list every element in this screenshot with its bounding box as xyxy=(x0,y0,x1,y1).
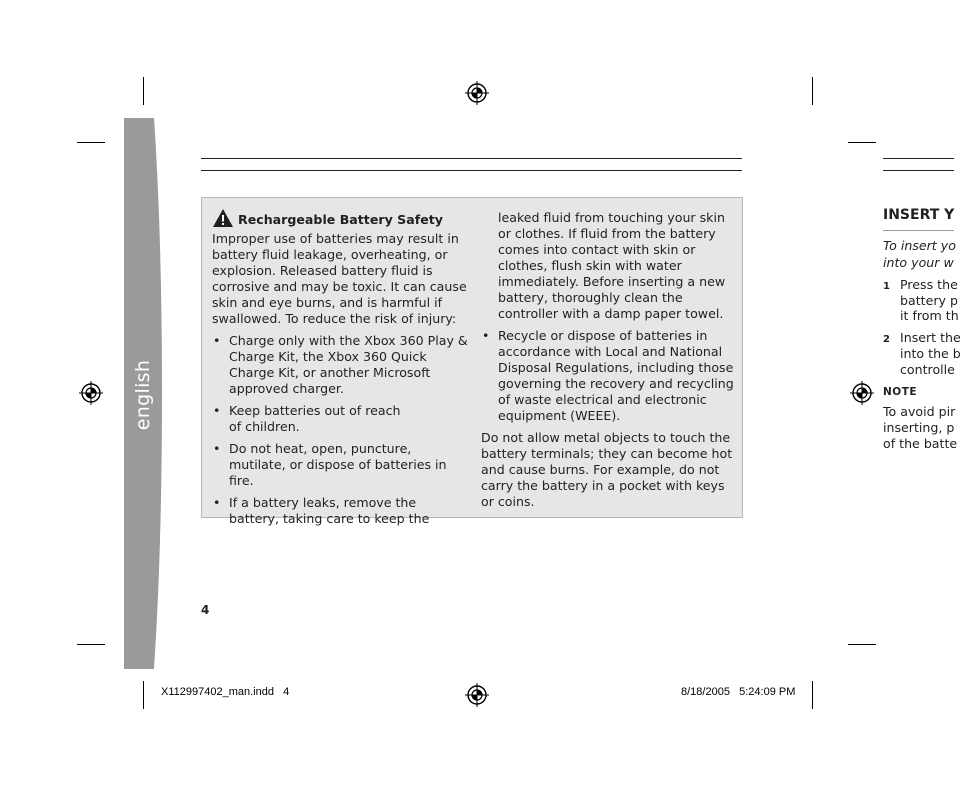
safety-continuation: leaked fluid from touching your skin or clothes. If fluid from the battery comes into contact with skin or clothes, flush skin with water immediately. Before inserting a new battery, thoroughly clean the controller with a damp paper towel. xyxy=(498,210,726,321)
list-item: • Recycle or dispose of batteries in accordance with Local and National Disposal Regulations, including those governing the recovery and recycling of waste electrical and electronic equipment (WEEE). xyxy=(481,328,735,424)
section-title: INSERT Y xyxy=(883,207,955,223)
page-number: 4 xyxy=(201,603,210,617)
crop-mark xyxy=(848,644,876,645)
note-label: NOTE xyxy=(883,386,918,398)
footer-file: X112997402_man.indd 4 xyxy=(161,686,290,698)
safety-intro: Improper use of batteries may result in battery fluid leakage, overheating, or explosion. Released battery fluid is corrosive and may be toxic. It can cause skin and eye burns, and is harmful if swallowed. To reduce the risk of injury: xyxy=(212,231,467,326)
warning-triangle-icon xyxy=(212,208,234,228)
header-rule xyxy=(201,170,742,171)
crop-mark xyxy=(77,142,105,143)
intro-line: To insert yo xyxy=(883,238,956,253)
step-line: into the b xyxy=(900,346,961,361)
step-line: controlle xyxy=(900,362,955,377)
header-rule xyxy=(883,170,954,171)
safety-left-column xyxy=(212,208,468,527)
intro-line: into your w xyxy=(883,255,954,270)
step-number: 1 xyxy=(883,281,890,292)
safety-right-column xyxy=(481,210,735,510)
side-tab-label: english xyxy=(131,359,154,431)
step-line: Insert the xyxy=(900,330,961,345)
list-item: • Do not heat, open, puncture, mutilate, or dispose of batteries in fire. xyxy=(212,441,468,489)
registration-mark-icon xyxy=(850,381,874,405)
step-line: battery p xyxy=(900,293,958,308)
crop-mark xyxy=(77,644,105,645)
registration-mark-icon xyxy=(79,381,103,405)
safety-title: Rechargeable Battery Safety xyxy=(238,212,443,227)
header-rule xyxy=(201,158,742,159)
list-item: • Keep batteries out of reach of children. xyxy=(212,403,409,435)
registration-mark-icon xyxy=(465,81,489,105)
list-item: • Charge only with the Xbox 360 Play & Charge Kit, the Xbox 360 Quick Charge Kit, or another Microsoft approved charger. xyxy=(212,333,468,397)
note-line: To avoid pir xyxy=(883,404,956,419)
title-rule xyxy=(883,230,954,231)
crop-mark xyxy=(848,142,876,143)
footer-date-time: 8/18/2005 5:24:09 PM xyxy=(681,686,796,698)
registration-mark-icon xyxy=(465,683,489,707)
safety-closing: Do not allow metal objects to touch the battery terminals; they can become hot and cause burns. For example, do not carry the battery in a pocket with keys or coins. xyxy=(481,430,733,509)
crop-mark xyxy=(812,681,813,709)
crop-mark xyxy=(143,681,144,709)
note-line: inserting, p xyxy=(883,420,955,435)
list-item: • If a battery leaks, remove the battery, taking care to keep the xyxy=(212,495,439,527)
crop-mark xyxy=(812,77,813,105)
header-rule xyxy=(883,158,954,159)
step-line: it from th xyxy=(900,308,959,323)
note-line: of the batte xyxy=(883,436,958,451)
step-number: 2 xyxy=(883,334,890,345)
crop-mark xyxy=(143,77,144,105)
step-line: Press the xyxy=(900,277,958,292)
